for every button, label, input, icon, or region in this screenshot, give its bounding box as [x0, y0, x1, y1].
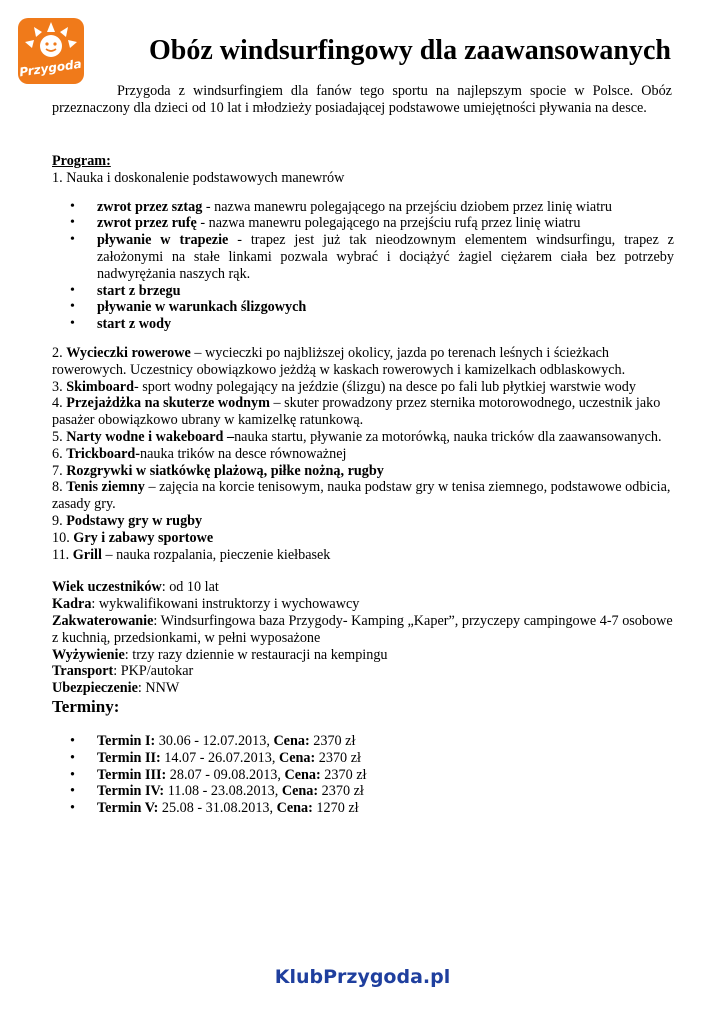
list-item: • start z wody	[52, 316, 674, 333]
term-item: • Termin V: 25.08 - 31.08.2013, Cena: 1270 zł	[52, 800, 674, 817]
program-item: 3. Skimboard- sport wodny polegający na jeździe (ślizgu) na desce po fali lub płytkiej warstwie wody	[52, 378, 636, 395]
footer-link[interactable]: KlubPrzygoda.pl	[274, 966, 451, 988]
program-item: 6. Trickboard-nauka trików na desce równoważnej	[52, 445, 347, 462]
list-item: • pływanie w warunkach ślizgowych	[52, 299, 674, 316]
terms-heading: Terminy:	[52, 696, 120, 716]
program-heading: Program:	[52, 153, 111, 169]
page-title: Obóz windsurfingowy dla zaawansowanych	[149, 35, 671, 66]
info-line: Zakwaterowanie: Windsurfingowa baza Przygody- Kamping „Kaper”, przyczepy campingowe 4-7 osobowe z kuchnią, przedsionkami, w pełni wyposażone	[52, 612, 673, 646]
logo-text: Przygoda	[18, 56, 83, 80]
list-item: • zwrot przez sztag - nazwa manewru polegającego na przejściu dziobem przez linię wiatru	[52, 199, 674, 216]
term-item: • Termin III: 28.07 - 09.08.2013, Cena: 2370 zł	[52, 767, 674, 784]
program-item: 9. Podstawy gry w rugby	[52, 512, 203, 529]
sun-logo-icon	[18, 18, 84, 84]
info-line: Wiek uczestników: od 10 lat	[52, 579, 219, 596]
intro-paragraph: Przygoda z windsurfingiem dla fanów tego sportu na najlepszym spocie w Polsce. Obóz przeznaczony dla dzieci od 10 lat i młodzieży posiadającej podstawowe umiejętności pływania na desce.	[52, 83, 672, 116]
program-items	[52, 345, 674, 563]
terms-list	[52, 733, 674, 817]
program-item: 10. Gry i zabawy sportowe	[52, 529, 214, 546]
sun-face	[40, 35, 62, 57]
program-item: 2. Wycieczki rowerowe – wycieczki po najbliższej okolicy, jazda po terenach leśnych i ścieżkach rowerowych. Uczestnicy obowiązkowo jeżdżą w kaskach rowerowych i kamizelkach odblaskowych.	[52, 344, 626, 378]
program-item: 5. Narty wodne i wakeboard –nauka startu, pływanie za motorówką, nauka tricków dla zaawansowanych.	[52, 428, 662, 445]
przygoda-logo	[18, 18, 84, 84]
term-item: • Termin IV: 11.08 - 23.08.2013, Cena: 2370 zł	[52, 783, 674, 800]
list-item: • start z brzegu	[52, 283, 674, 300]
list-item: • zwrot przez rufę - nazwa manewru polegającego na przejściu rufą przez linię wiatru	[52, 215, 674, 232]
info-section	[52, 579, 674, 697]
info-line: Kadra: wykwalifikowani instruktorzy i wychowawcy	[52, 596, 360, 613]
document-body	[52, 153, 674, 817]
maneuver-list	[52, 199, 674, 333]
term-item: • Termin II: 14.07 - 26.07.2013, Cena: 2370 zł	[52, 750, 674, 767]
program-item: 7. Rozgrywki w siatkówkę plażową, piłke nożną, rugby	[52, 462, 384, 479]
info-line: Wyżywienie: trzy razy dziennie w restauracji na kempingu	[52, 646, 388, 663]
program-item: 11. Grill – nauka rozpalania, pieczenie kiełbasek	[52, 546, 331, 563]
program-item-1: 1. Nauka i doskonalenie podstawowych manewrów	[52, 169, 345, 186]
term-item: • Termin I: 30.06 - 12.07.2013, Cena: 2370 zł	[52, 733, 674, 750]
list-item: • pływanie w trapezie - trapez jest już tak nieodzownym elementem windsurfingu, trapez z założonymi na stałe linkami pozwala wybrać i dociążyć żagiel ciężarem ciała bez potrzeby nadwyrężania naszych rąk.	[52, 232, 674, 282]
info-line: Transport: PKP/autokar	[52, 663, 194, 680]
info-line: Ubezpieczenie: NNW	[52, 680, 180, 697]
program-item: 8. Tenis ziemny – zajęcia na korcie tenisowym, nauka podstaw gry w tenisa ziemnego, podstawowe odbicia, zasady gry.	[52, 479, 671, 513]
program-item: 4. Przejażdżka na skuterze wodnym – skuter prowadzony przez sternika motorowodnego, uczestnik jako pasażer obowiązkowo ubrany w kamizelkę ratunkową.	[52, 395, 661, 429]
